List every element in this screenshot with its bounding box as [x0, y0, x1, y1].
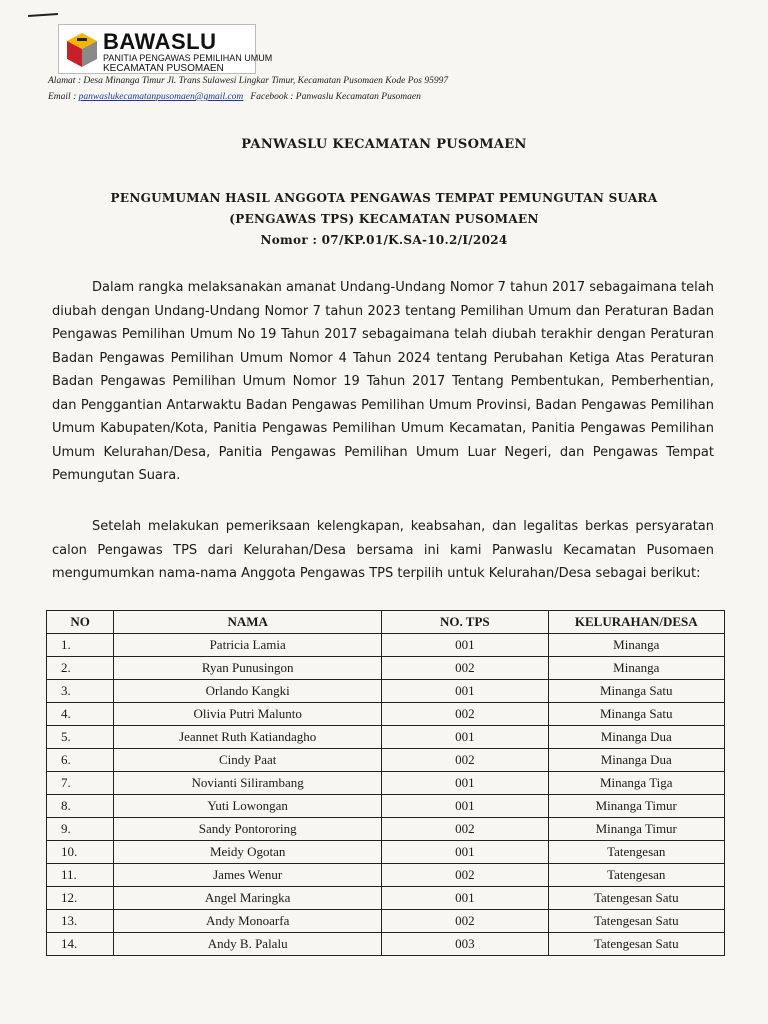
cell-nama: Yuti Lowongan	[114, 795, 382, 818]
address-line: Alamat : Desa Minanga Timur Jl. Trans Sulawesi Lingkar Timur, Kecamatan Pusomaen Kode Pos 95997	[48, 76, 449, 86]
table-row	[47, 772, 725, 795]
cell-nama: Patricia Lamia	[114, 634, 382, 657]
table-row	[47, 726, 725, 749]
cell-no: 4.	[47, 703, 114, 726]
table-row	[47, 634, 725, 657]
cell-desa: Minanga Dua	[548, 749, 724, 772]
table-row	[47, 864, 725, 887]
header-no-tps: NO. TPS	[382, 611, 548, 634]
cell-nama: Novianti Silirambang	[114, 772, 382, 795]
table-row	[47, 910, 725, 933]
cell-no: 3.	[47, 680, 114, 703]
cell-no: 2.	[47, 657, 114, 680]
cell-no: 8.	[47, 795, 114, 818]
logo-name: BAWASLU	[103, 29, 217, 54]
cell-desa: Minanga Timur	[548, 818, 724, 841]
logo-subtitle-2: KECAMATAN PUSOMAEN	[103, 63, 224, 74]
pen-mark	[28, 13, 58, 17]
cell-tps: 002	[382, 657, 548, 680]
header-kelurahan-desa: KELURAHAN/DESA	[548, 611, 724, 634]
cell-tps: 001	[382, 887, 548, 910]
table-row	[47, 749, 725, 772]
cell-tps: 002	[382, 703, 548, 726]
cell-nama: Ryan Punusingon	[114, 657, 382, 680]
cell-desa: Minanga	[548, 634, 724, 657]
table-row	[47, 703, 725, 726]
title-line-1: PENGUMUMAN HASIL ANGGOTA PENGAWAS TEMPAT PEMUNGUTAN SUARA	[110, 191, 658, 205]
logo-subtitle-1: PANITIA PENGAWAS PEMILIHAN UMUM	[103, 53, 273, 63]
cell-desa: Minanga Timur	[548, 795, 724, 818]
cell-nama: Meidy Ogotan	[114, 841, 382, 864]
contact-line	[48, 92, 421, 102]
announcement-title	[0, 188, 768, 251]
cell-tps: 002	[382, 749, 548, 772]
cell-nama: Andy B. Palalu	[114, 933, 382, 956]
cell-tps: 002	[382, 910, 548, 933]
cell-nama: Sandy Pontororing	[114, 818, 382, 841]
paragraph-announcement: Setelah melakukan pemeriksaan kelengkapan, keabsahan, dan legalitas berkas persyaratan calon Pengawas TPS dari Kelurahan/Desa bersama ini kami Panwaslu Kecamatan Pusomaen mengumumkan nama-nama Anggota Pengawas TPS terpilih untuk Kelurahan/Desa sebagai berikut:	[52, 519, 714, 581]
table-header-row	[47, 611, 725, 634]
cell-desa: Minanga Dua	[548, 726, 724, 749]
header-no: NO	[47, 611, 114, 634]
table-row	[47, 795, 725, 818]
table-row	[47, 680, 725, 703]
cell-no: 13.	[47, 910, 114, 933]
cell-tps: 001	[382, 841, 548, 864]
email-label: Email :	[48, 92, 79, 102]
table-row	[47, 887, 725, 910]
paragraph-legal-basis: Dalam rangka melaksanakan amanat Undang-Undang Nomor 7 tahun 2017 sebagaimana telah diubah dengan Undang-Undang Nomor 7 tahun 2023 tentang Pemilihan Umum dan Peraturan Badan Pengawas Pemilihan Umum No 19 Tahun 2017 sebagaimana telah diubah terakhir dengan Peraturan Badan Pengawas Pemilihan Umum Nomor 4 Tahun 2024 tentang Perubahan Ketiga Atas Peraturan Badan Pengawas Pemilihan Umum Nomor 19 Tahun 2017 Tentang Pembentukan, Pemberhentian, dan Penggantian Antarwaktu Badan Pengawas Pemilihan Umum Provinsi, Badan Pengawas Pemilihan Umum Kabupaten/Kota, Panitia Pengawas Pemilihan Umum Kecamatan, Panitia Pengawas Pemilihan Umum Kelurahan/Desa, Panitia Pengawas Pemilihan Umum Luar Negeri, dan Pengawas Tempat Pemungutan Suara.	[52, 280, 714, 483]
header-nama: NAMA	[114, 611, 382, 634]
cell-nama: James Wenur	[114, 864, 382, 887]
cell-no: 5.	[47, 726, 114, 749]
cell-desa: Tatengesan Satu	[548, 887, 724, 910]
cell-no: 1.	[47, 634, 114, 657]
cell-tps: 001	[382, 726, 548, 749]
cell-tps: 002	[382, 864, 548, 887]
cell-tps: 001	[382, 680, 548, 703]
cell-no: 7.	[47, 772, 114, 795]
table-row	[47, 657, 725, 680]
cell-tps: 003	[382, 933, 548, 956]
facebook-text: Facebook : Panwaslu Kecamatan Pusomaen	[250, 92, 421, 102]
cell-desa: Tatengesan Satu	[548, 910, 724, 933]
cell-no: 10.	[47, 841, 114, 864]
cell-no: 9.	[47, 818, 114, 841]
cell-desa: Tatengesan Satu	[548, 933, 724, 956]
title-line-2: (PENGAWAS TPS) KECAMATAN PUSOMAEN	[229, 212, 539, 226]
members-table	[46, 610, 725, 956]
organization-title: PANWASLU KECAMATAN PUSOMAEN	[241, 137, 527, 152]
cell-tps: 001	[382, 795, 548, 818]
cell-nama: Jeannet Ruth Katiandagho	[114, 726, 382, 749]
cell-tps: 001	[382, 772, 548, 795]
cell-desa: Minanga Satu	[548, 703, 724, 726]
cell-desa: Minanga Tiga	[548, 772, 724, 795]
cell-tps: 002	[382, 818, 548, 841]
cell-no: 14.	[47, 933, 114, 956]
cell-nama: Cindy Paat	[114, 749, 382, 772]
cell-no: 11.	[47, 864, 114, 887]
table-row	[47, 933, 725, 956]
table-row	[47, 818, 725, 841]
bawaslu-emblem-icon	[63, 29, 101, 69]
email-link[interactable]: panwaslukecamatanpusomaen@gmail.com	[78, 92, 244, 102]
cell-desa: Tatengesan	[548, 864, 724, 887]
cell-nama: Orlando Kangki	[114, 680, 382, 703]
decree-number: Nomor : 07/KP.01/K.SA-10.2/I/2024	[260, 233, 508, 247]
table-row	[47, 841, 725, 864]
cell-no: 6.	[47, 749, 114, 772]
cell-nama: Andy Monoarfa	[114, 910, 382, 933]
cell-tps: 001	[382, 634, 548, 657]
cell-desa: Minanga	[548, 657, 724, 680]
cell-nama: Angel Maringka	[114, 887, 382, 910]
cell-no: 12.	[47, 887, 114, 910]
cell-nama: Olivia Putri Malunto	[114, 703, 382, 726]
cell-desa: Tatengesan	[548, 841, 724, 864]
bawaslu-logo	[58, 24, 273, 74]
cell-desa: Minanga Satu	[548, 680, 724, 703]
